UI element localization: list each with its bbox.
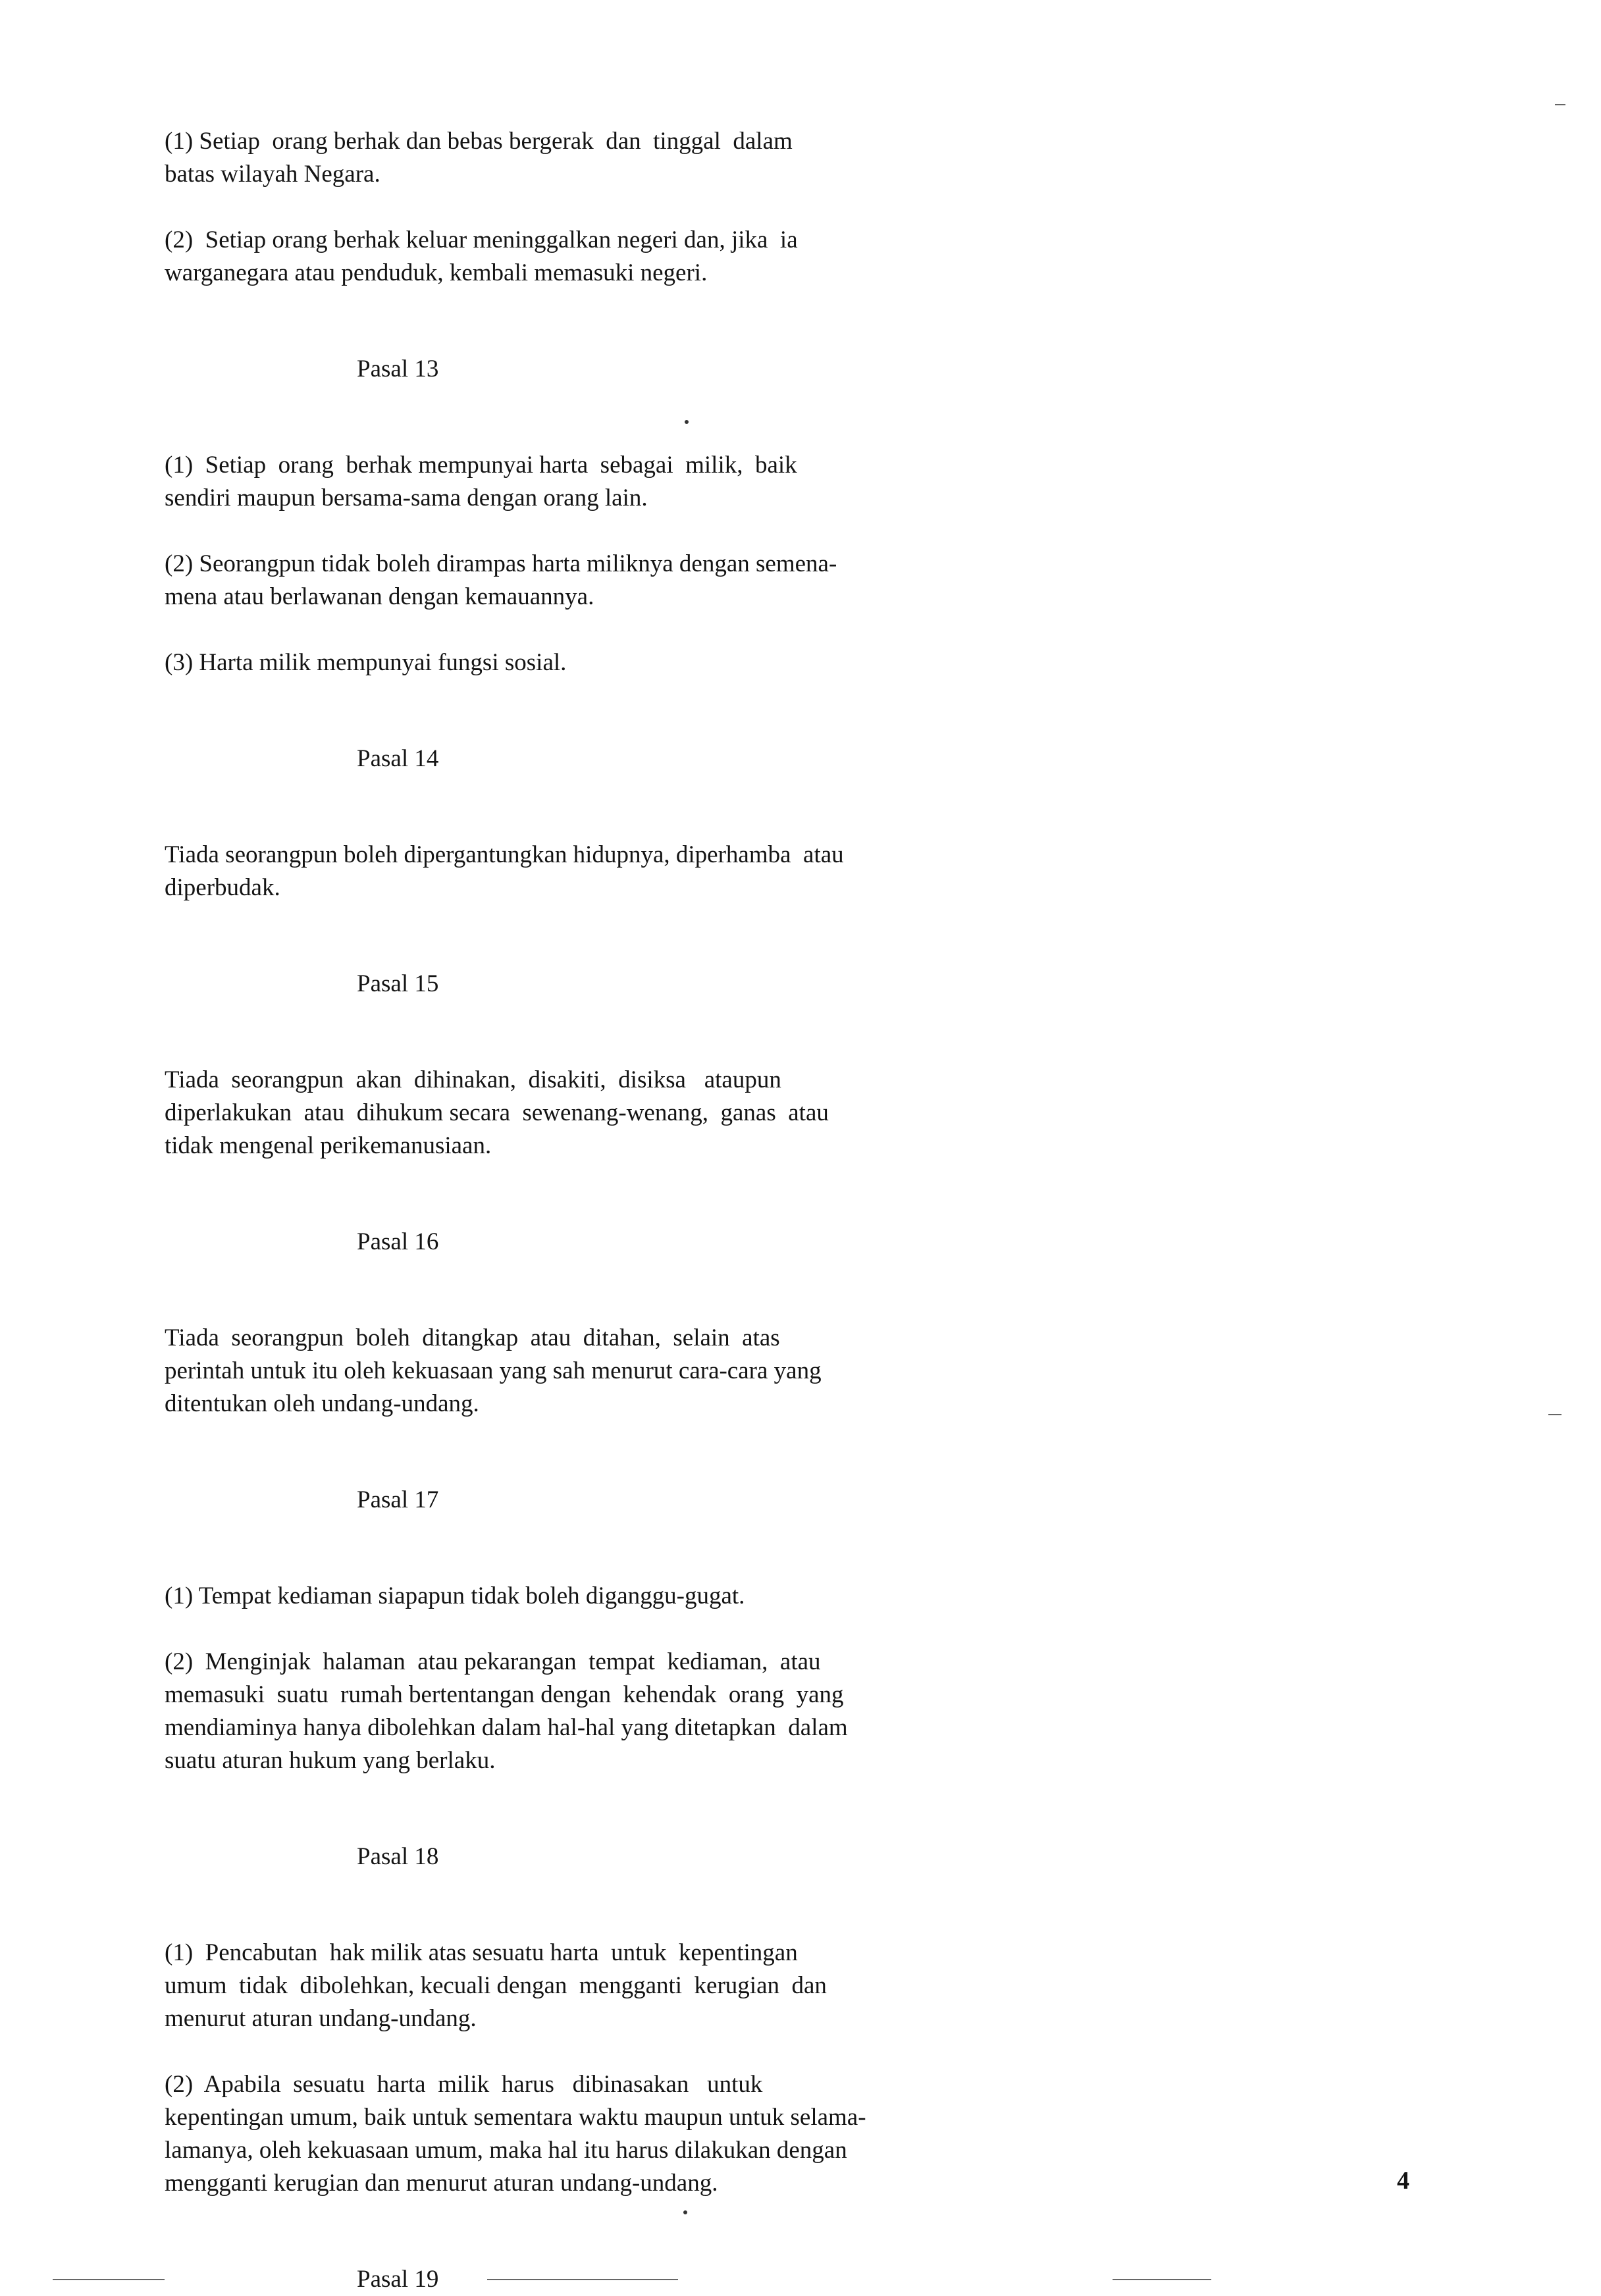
article-heading: Pasal 14 — [357, 745, 439, 772]
paragraph-spacer — [165, 1001, 974, 1064]
text-line: Tiada seorangpun boleh ditangkap atau ditahan, selain atas — [165, 1324, 780, 1351]
paragraph — [165, 2068, 974, 2200]
text-line: (1) Tempat kediaman siapapun tidak boleh diganggu-gugat. — [165, 1582, 745, 1609]
paragraph — [165, 449, 974, 515]
article-heading: Pasal 19 — [357, 2266, 439, 2293]
paragraph-spacer — [165, 1777, 974, 1840]
paragraph — [165, 125, 974, 191]
scan-edge-line — [487, 2279, 678, 2280]
text-line: menurut aturan undang-undang. — [165, 2005, 477, 2032]
scan-edge-line — [53, 2279, 165, 2280]
text-line: batas wilayah Negara. — [165, 161, 381, 188]
article-heading: Pasal 17 — [357, 1486, 439, 1513]
paragraph — [165, 1937, 974, 2035]
article-heading: Pasal 18 — [357, 1843, 439, 1870]
paragraph — [165, 1580, 974, 1613]
text-line: tidak mengenal perikemanusiaan. — [165, 1132, 492, 1159]
text-line: perintah untuk itu oleh kekuasaan yang sah menurut cara-cara yang — [165, 1357, 822, 1384]
scan-edge-line — [1548, 1414, 1562, 1415]
text-line: mena atau berlawanan dengan kemauannya. — [165, 583, 594, 610]
text-line: suatu aturan hukum yang berlaku. — [165, 1747, 496, 1774]
paragraph-spacer — [165, 1613, 974, 1646]
text-line: Tiada seorangpun akan dihinakan, disakiti, disiksa ataupun — [165, 1066, 781, 1093]
paragraph-spacer — [165, 386, 974, 449]
text-line: mendiaminya hanya dibolehkan dalam hal-hal yang ditetapkan dalam — [165, 1714, 848, 1741]
paragraph-spacer — [165, 1259, 974, 1322]
paragraph-spacer — [165, 1873, 974, 1937]
text-line: ditentukan oleh undang-undang. — [165, 1390, 479, 1417]
paragraph-spacer — [165, 2200, 974, 2263]
paragraph — [165, 1322, 974, 1421]
text-line: (2) Setiap orang berhak keluar meninggalkan negeri dan, jika ia — [165, 226, 798, 253]
paragraph-spacer — [165, 679, 974, 743]
paragraph — [165, 548, 974, 613]
article-heading: Pasal 13 — [357, 355, 439, 382]
text-line: Tiada seorangpun boleh dipergantungkan hidupnya, diperhamba atau — [165, 841, 844, 868]
text-line: sendiri maupun bersama-sama dengan orang lain. — [165, 484, 648, 511]
text-line: (3) Harta milik mempunyai fungsi sosial. — [165, 649, 567, 676]
paragraph-spacer — [165, 613, 974, 646]
document-body — [165, 125, 974, 2296]
paragraph-spacer — [165, 515, 974, 548]
paragraph — [165, 1064, 974, 1162]
text-line: umum tidak dibolehkan, kecuali dengan mengganti kerugian dan — [165, 1972, 827, 1999]
paragraph-spacer — [165, 904, 974, 968]
text-line: (2) Seorangpun tidak boleh dirampas harta miliknya dengan semena- — [165, 550, 837, 577]
paragraph-spacer — [165, 1421, 974, 1484]
text-line: lamanya, oleh kekuasaan umum, maka hal itu harus dilakukan dengan — [165, 2137, 847, 2164]
paragraph-spacer — [165, 775, 974, 839]
scan-speck — [683, 2210, 687, 2214]
text-line: (2) Menginjak halaman atau pekarangan tempat kediaman, atau — [165, 1648, 821, 1675]
text-line: memasuki suatu rumah bertentangan dengan kehendak orang yang — [165, 1681, 844, 1708]
paragraph — [165, 224, 974, 290]
paragraph-spacer — [165, 1517, 974, 1580]
text-line: (1) Setiap orang berhak mempunyai harta sebagai milik, baik — [165, 452, 797, 479]
text-line: diperlakukan atau dihukum secara sewenang-wenang, ganas atau — [165, 1099, 829, 1126]
scan-speck — [685, 420, 689, 424]
page-number: 4 — [1397, 2167, 1409, 2195]
scan-edge-line — [1555, 104, 1565, 105]
paragraph — [165, 646, 974, 679]
paragraph-spacer — [165, 1162, 974, 1226]
text-line: (2) Apabila sesuatu harta milik harus dibinasakan untuk — [165, 2071, 763, 2098]
text-line: kepentingan umum, baik untuk sementara waktu maupun untuk selama- — [165, 2104, 866, 2131]
text-line: warganegara atau penduduk, kembali memasuki negeri. — [165, 259, 708, 286]
text-line: (1) Pencabutan hak milik atas sesuatu harta untuk kepentingan — [165, 1939, 798, 1966]
paragraph — [165, 1646, 974, 1777]
text-line: (1) Setiap orang berhak dan bebas bergerak dan tinggal dalam — [165, 128, 793, 155]
text-line: diperbudak. — [165, 874, 280, 901]
paragraph-spacer — [165, 191, 974, 224]
article-heading: Pasal 15 — [357, 970, 439, 997]
article-heading: Pasal 16 — [357, 1228, 439, 1255]
text-line: mengganti kerugian dan menurut aturan undang-undang. — [165, 2170, 718, 2197]
paragraph-spacer — [165, 2035, 974, 2068]
paragraph — [165, 839, 974, 904]
paragraph-spacer — [165, 290, 974, 353]
scan-edge-line — [1113, 2279, 1211, 2280]
